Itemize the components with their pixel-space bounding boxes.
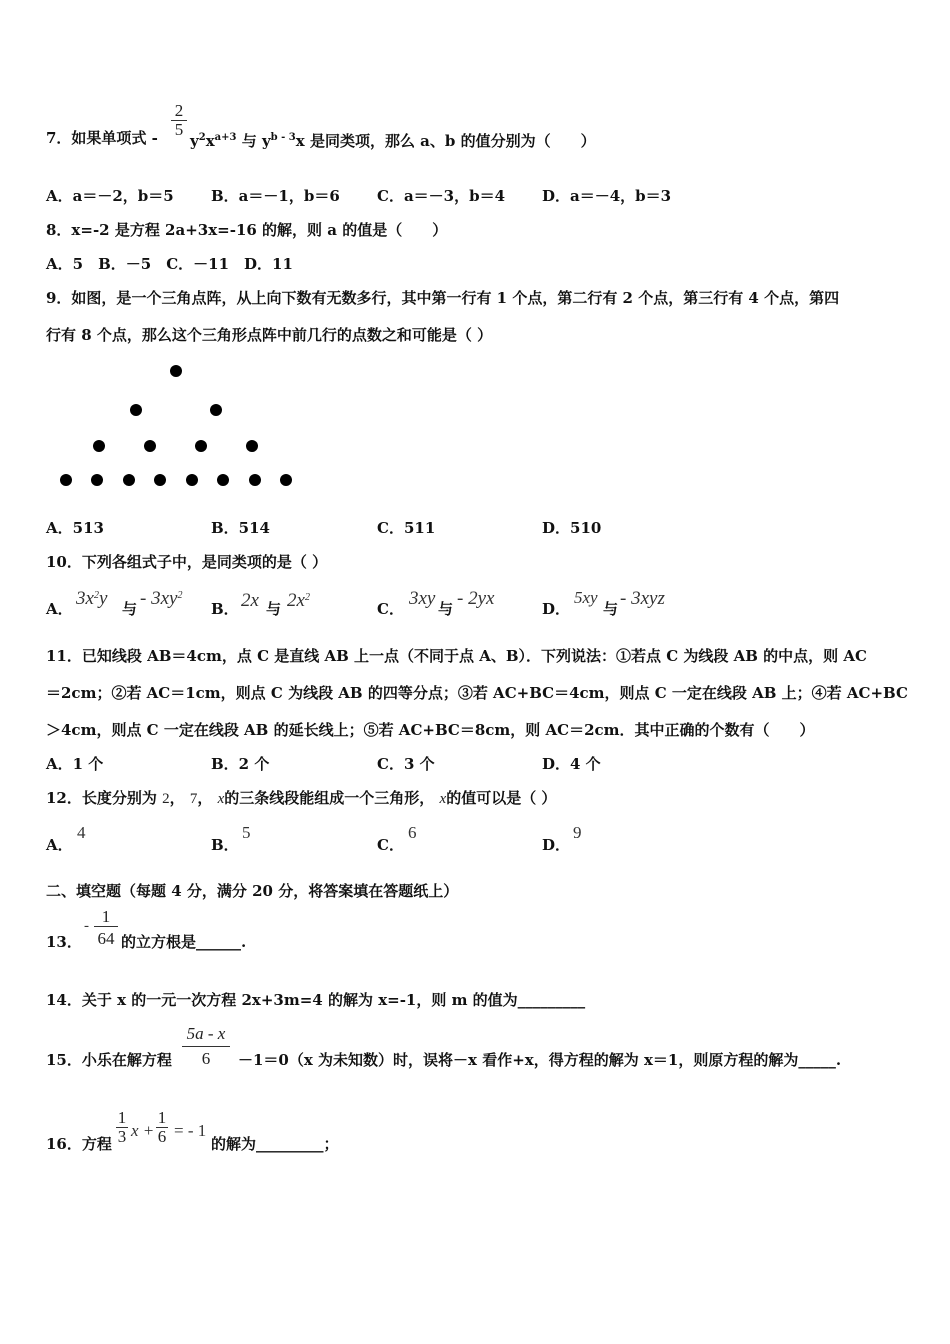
- q7-term2-exp: a+3: [214, 132, 237, 143]
- q7-frac-num: 2: [174, 101, 184, 120]
- q13-frac-num: 1: [101, 907, 111, 926]
- q7-option-c: C．a＝－3，b＝4: [377, 187, 506, 205]
- q7-option-a: A．a＝－2，b＝5: [46, 187, 174, 205]
- q10-a-with: 与: [122, 600, 138, 618]
- q11-stem-line3: ＞4cm，则点 C 一定在线段 AB 的延长线上；⑤若 AC+BC＝8cm，则 AC＝2cm．其中正确的个数有（ ）: [46, 721, 815, 739]
- q16-f2-num: 1: [157, 1108, 167, 1127]
- q12-value-a: 4: [77, 823, 86, 842]
- q16-middle-2: = - 1: [174, 1121, 207, 1140]
- lattice-dot: [123, 474, 135, 486]
- q10-label-d: D．: [542, 600, 571, 618]
- q7-frac-den: 5: [171, 120, 187, 139]
- q9-option-b: B．514: [211, 519, 270, 537]
- q16-middle-1: x +: [131, 1121, 155, 1140]
- q12-length-2: 7: [189, 791, 198, 807]
- q10-d-with: 与: [603, 600, 619, 618]
- lattice-dot: [170, 365, 182, 377]
- q13-frac-den: 64: [94, 926, 118, 948]
- q10-a-left: $3x^2y$: [76, 588, 108, 609]
- q11-option-b: B．2 个: [211, 755, 270, 773]
- lattice-dot: [280, 474, 292, 486]
- q12-stem: 12．长度分别为 2， 7， x的三条线段能组成一个三角形， x的值可以是（ ）: [46, 789, 557, 807]
- q12-value-d: 9: [573, 823, 582, 842]
- q15-prefix: 15．小乐在解方程: [46, 1051, 172, 1069]
- q15-frac-num: 5a - x: [186, 1024, 226, 1043]
- q7-term1: y: [190, 132, 199, 150]
- q10-d-left: 5xy: [574, 588, 598, 607]
- lattice-dot: [246, 440, 258, 452]
- lattice-dot: [154, 474, 166, 486]
- q12-label-b: B．: [211, 836, 239, 854]
- q7-term1-exp: 2: [198, 132, 206, 143]
- q11-stem-line1: 11．已知线段 AB＝4cm，点 C 是直线 AB 上一点（不同于点 A、B）．下列说法：①若点 C 为线段 AB 的中点，则 AC: [46, 647, 867, 665]
- q14-stem: 14．关于 x 的一元一次方程 2x+3m=4 的解为 x=-1，则 m 的值为_________: [46, 991, 586, 1009]
- q7-with: 与: [241, 132, 257, 150]
- lattice-dot: [210, 404, 222, 416]
- q15-frac-den: 6: [182, 1046, 230, 1068]
- q7-term4: x: [295, 132, 305, 150]
- q10-d-right: - 3xyz: [620, 588, 665, 609]
- q7-expression: [190, 128, 596, 151]
- q10-label-c: C．: [377, 600, 404, 618]
- q9-stem-line1: 9．如图，是一个三角点阵，从上向下数有无数多行，其中第一行有 1 个点，第二行有 2 个点，第三行有 4 个点，第四: [46, 289, 840, 307]
- q10-c-left: 3xy: [409, 588, 436, 609]
- q7-option-d: D．a＝－4，b＝3: [542, 187, 672, 205]
- q9-option-a: A．513: [46, 519, 104, 537]
- lattice-dot: [93, 440, 105, 452]
- q7-term3: y: [261, 132, 271, 150]
- q12-label-c: C．: [377, 836, 404, 854]
- q8-options: A．5 B．－5 C．－11 D．11: [46, 255, 293, 273]
- q13-fraction: [94, 908, 118, 948]
- q16-suffix: 的解为_________；: [211, 1135, 339, 1153]
- q7-term2: x: [205, 132, 215, 150]
- q9-stem-line2: 行有 8 个点，那么这个三角形点阵中前几行的点数之和可能是（ ）: [46, 326, 493, 344]
- q11-option-a: A．1 个: [46, 755, 104, 773]
- q7-fraction: [171, 102, 187, 139]
- q13-suffix: 的立方根是______.: [121, 933, 247, 951]
- q8-stem: 8．x=-2 是方程 2a+3x=-16 的解，则 a 的值是（ ）: [46, 221, 448, 239]
- q13-number: 13．: [46, 933, 82, 951]
- q12-prefix: 12．长度分别为: [46, 789, 157, 807]
- q9-option-c: C．511: [377, 519, 436, 537]
- q10-stem: 10．下列各组式子中，是同类项的是（ ）: [46, 553, 328, 571]
- q7-suffix: 是同类项，那么 a、b 的值分别为（ ）: [309, 132, 596, 150]
- q13-sign: -: [84, 918, 89, 934]
- q9-option-d: D．510: [542, 519, 602, 537]
- q10-b-left: 2x: [241, 590, 259, 611]
- q12-var-x-2: x: [439, 791, 447, 807]
- q12-value-c: 6: [408, 823, 417, 842]
- q16-prefix: 16．方程: [46, 1135, 112, 1153]
- lattice-dot: [186, 474, 198, 486]
- lattice-dot: [60, 474, 72, 486]
- q12-var-x: x: [217, 791, 225, 807]
- q10-a-right: - $3xy^2$: [140, 588, 183, 609]
- q15-fraction: [182, 1025, 230, 1068]
- q7-prefix: 7．如果单项式 -: [46, 129, 158, 147]
- q11-option-c: C．3 个: [377, 755, 435, 773]
- q12-label-a: A．: [46, 836, 73, 854]
- q7-option-b: B．a＝－1，b＝6: [211, 187, 340, 205]
- q10-c-with: 与: [438, 600, 454, 618]
- q12-label-d: D．: [542, 836, 571, 854]
- q11-stem-line2: ＝2cm；②若 AC＝1cm，则点 C 为线段 AB 的四等分点；③若 AC+BC＝4cm，则点 C 一定在线段 AB 上；④若 AC+BC: [46, 684, 908, 702]
- q11-option-d: D．4 个: [542, 755, 601, 773]
- q10-label-a: A．: [46, 600, 73, 618]
- q10-label-b: B．: [211, 600, 239, 618]
- q10-b-right: $2x^2$: [287, 590, 310, 611]
- q16-fraction-1: [116, 1109, 128, 1146]
- q16-fraction-2: [156, 1109, 168, 1146]
- q16-f1-num: 1: [117, 1108, 127, 1127]
- q16-f2-den: 6: [157, 1127, 167, 1146]
- q10-b-with: 与: [266, 600, 282, 618]
- q16-f1-den: 3: [117, 1127, 127, 1146]
- lattice-dot: [130, 404, 142, 416]
- q7-line: [46, 128, 158, 148]
- lattice-dot: [144, 440, 156, 452]
- q7-term3-exp: b - 3: [270, 132, 296, 143]
- lattice-dot: [195, 440, 207, 452]
- lattice-dot: [217, 474, 229, 486]
- lattice-dot: [249, 474, 261, 486]
- lattice-dot: [91, 474, 103, 486]
- q10-c-right: - 2yx: [457, 588, 495, 609]
- q12-length-1: 2: [162, 791, 170, 807]
- q12-value-b: 5: [242, 823, 251, 842]
- q15-suffix: －1＝0（x 为未知数）时，误将－x 看作+x，得方程的解为 x＝1，则原方程的解为_____.: [238, 1051, 842, 1069]
- section-2-title: 二、填空题（每题 4 分，满分 20 分，将答案填在答题纸上）: [46, 882, 459, 900]
